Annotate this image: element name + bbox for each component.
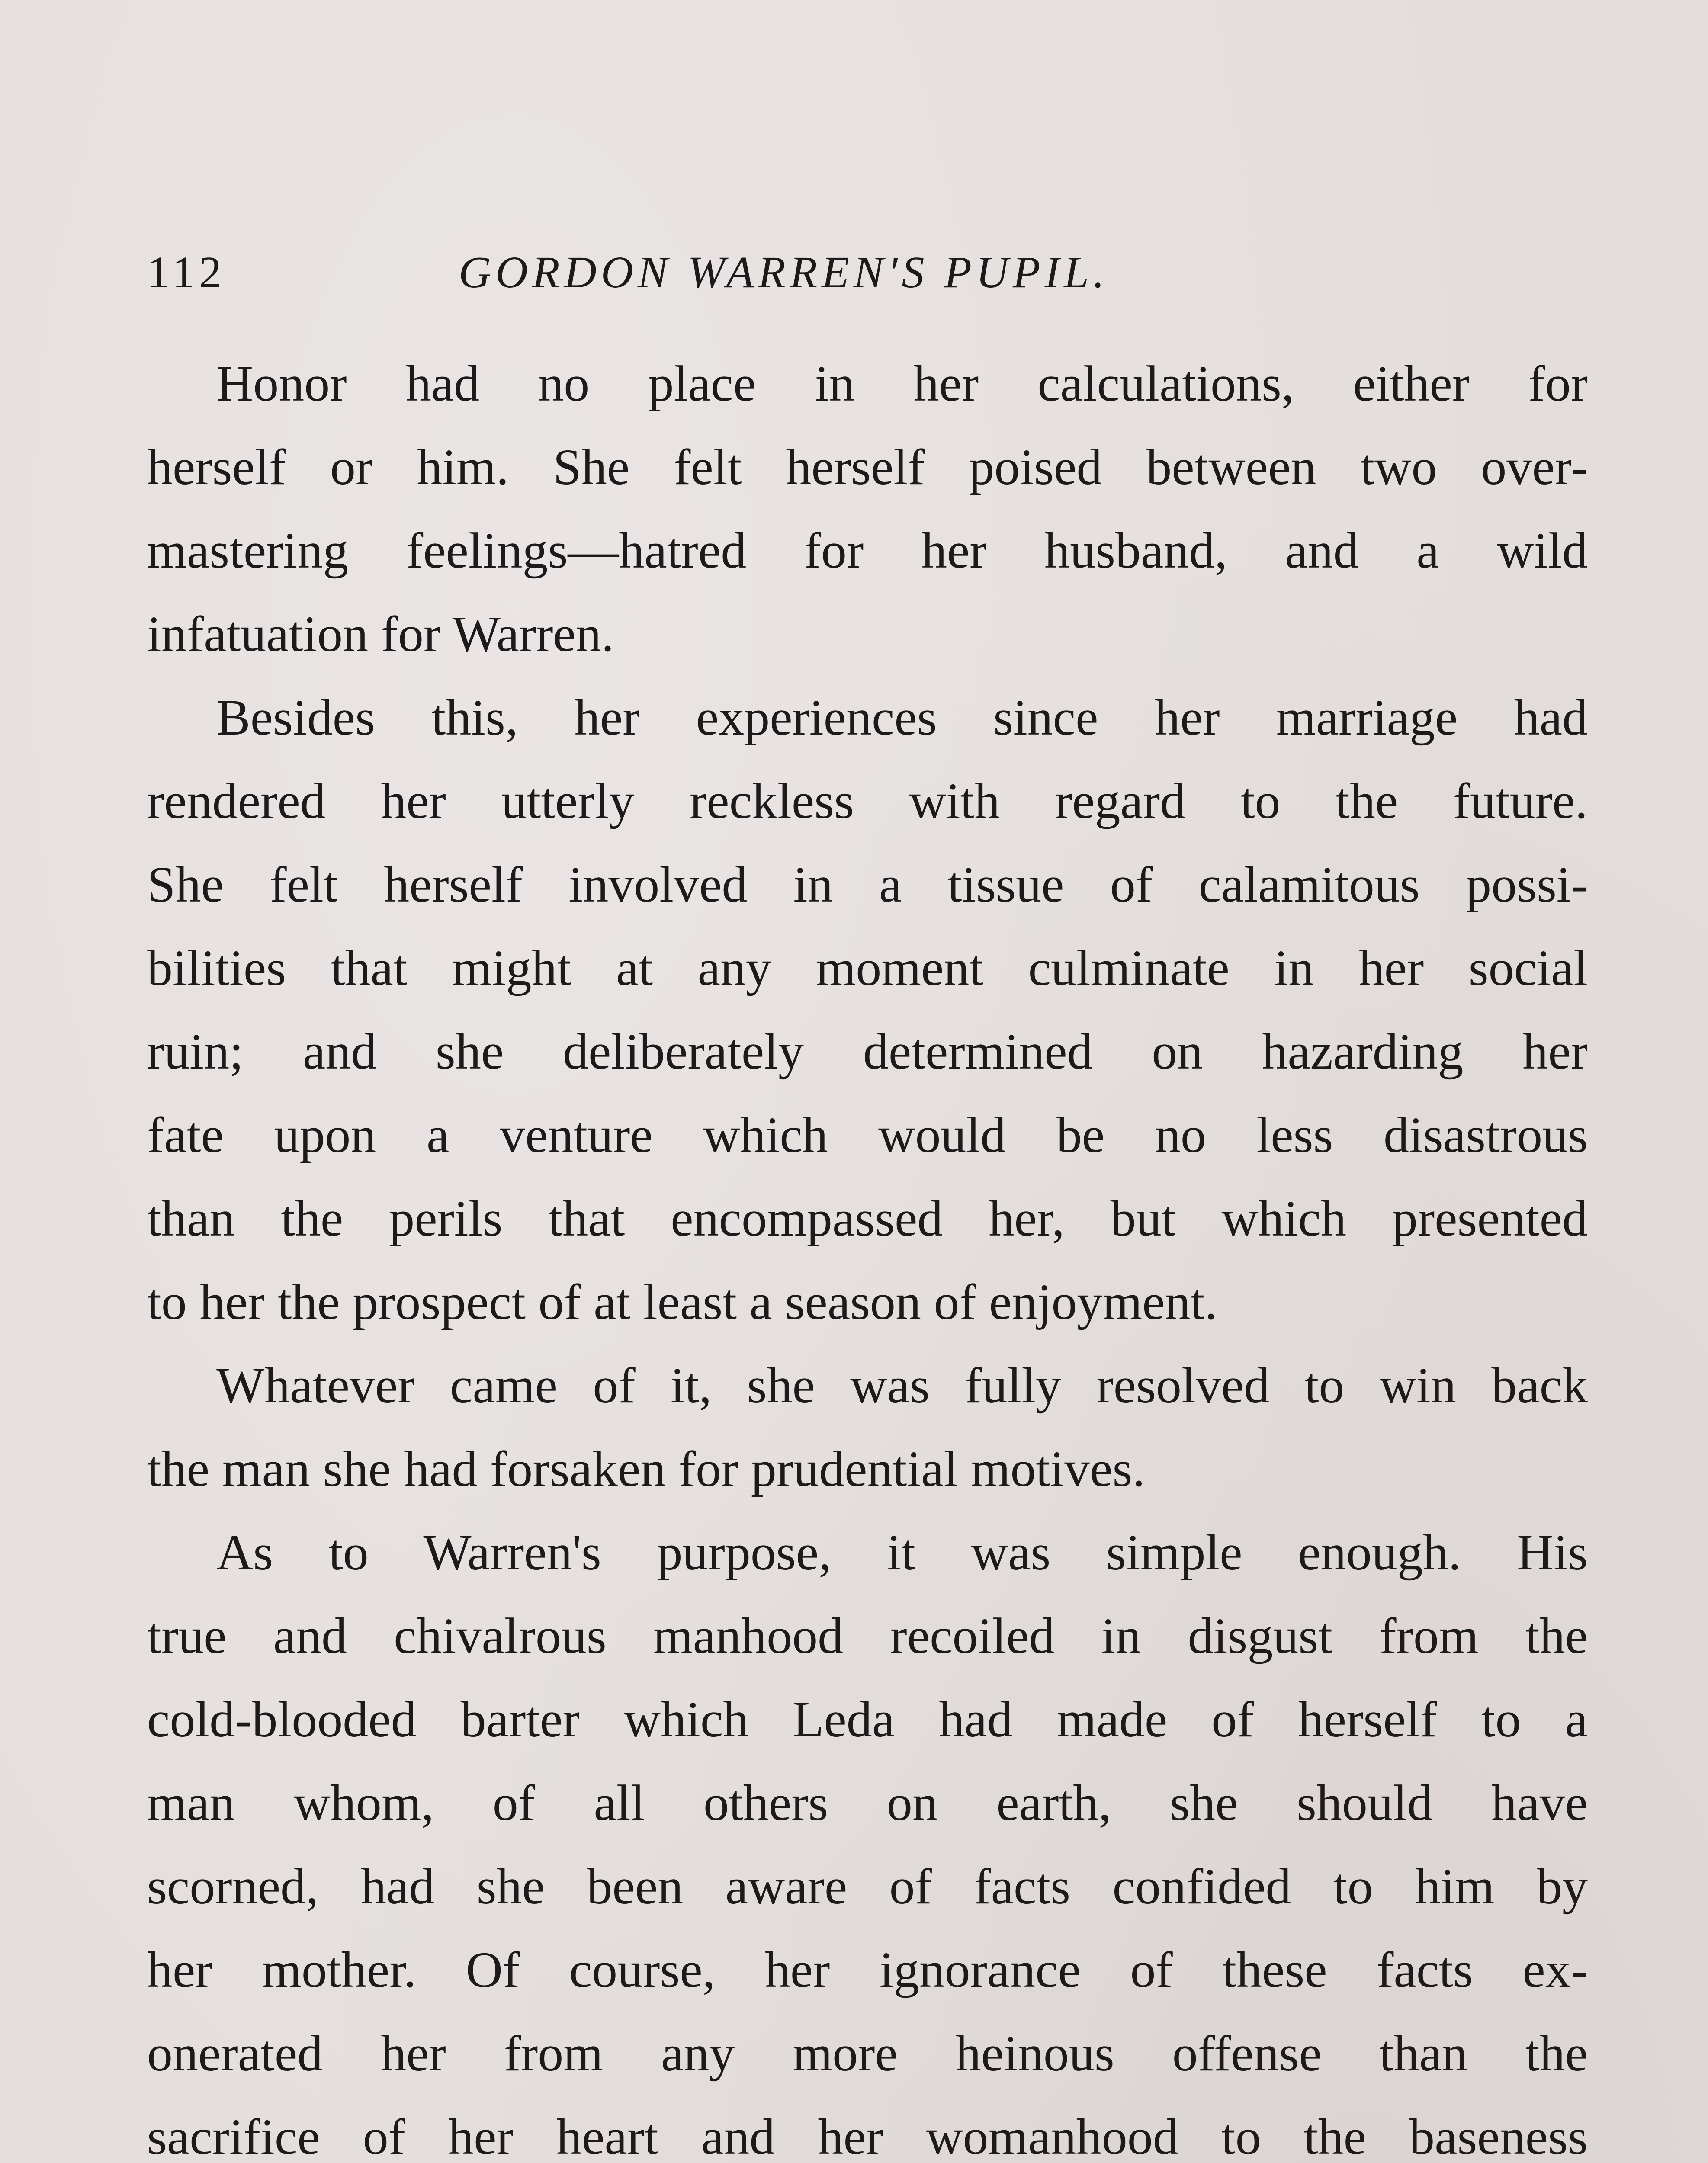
- paragraph: [147, 1511, 1588, 2163]
- text-line: infatuation for Warren.: [147, 606, 614, 662]
- text-line: man whom, of all others on earth, she should have: [147, 1775, 1588, 1831]
- text-line: true and chivalrous manhood recoiled in disgust from the: [147, 1608, 1588, 1664]
- text-line: onerated her from any more heinous offense than the: [147, 2025, 1588, 2082]
- text-line: than the perils that encompassed her, but which presented: [147, 1190, 1588, 1247]
- paragraph: [147, 342, 1588, 676]
- body-text: [147, 342, 1588, 2163]
- text-line: Whatever came of it, she was fully resolved to win back: [216, 1357, 1588, 1414]
- page-number: 112: [147, 247, 226, 297]
- text-line: fate upon a venture which would be no less disastrous: [147, 1107, 1588, 1163]
- text-line: to her the prospect of at least a season of enjoyment.: [147, 1274, 1217, 1330]
- text-line: As to Warren's purpose, it was simple enough. His: [216, 1524, 1588, 1581]
- text-line: Honor had no place in her calculations, either for: [216, 355, 1588, 412]
- text-line: mastering feelings—hatred for her husband, and a wild: [147, 522, 1588, 579]
- text-line: scorned, had she been aware of facts confided to him by: [147, 1858, 1588, 1915]
- paragraph: [147, 676, 1588, 1344]
- text-line: ruin; and she deliberately determined on hazarding her: [147, 1023, 1588, 1080]
- text-line: herself or him. She felt herself poised between two over-: [147, 439, 1588, 495]
- text-line: bilities that might at any moment culminate in her social: [147, 940, 1588, 996]
- running-head: GORDON WARREN'S PUPIL.: [459, 247, 1109, 297]
- page-header: [147, 242, 1561, 303]
- text-line: rendered her utterly reckless with regard to the future.: [147, 773, 1588, 829]
- text-line: cold-blooded barter which Leda had made of herself to a: [147, 1691, 1588, 1748]
- text-line: her mother. Of course, her ignorance of these facts ex-: [147, 1942, 1588, 1998]
- text-line: She felt herself involved in a tissue of calamitous possi-: [147, 856, 1588, 913]
- text-line: sacrifice of her heart and her womanhood to the baseness: [147, 2108, 1588, 2163]
- text-line: Besides this, her experiences since her marriage had: [216, 689, 1588, 746]
- text-line: the man she had forsaken for prudential motives.: [147, 1441, 1145, 1497]
- paragraph: [147, 1344, 1588, 1511]
